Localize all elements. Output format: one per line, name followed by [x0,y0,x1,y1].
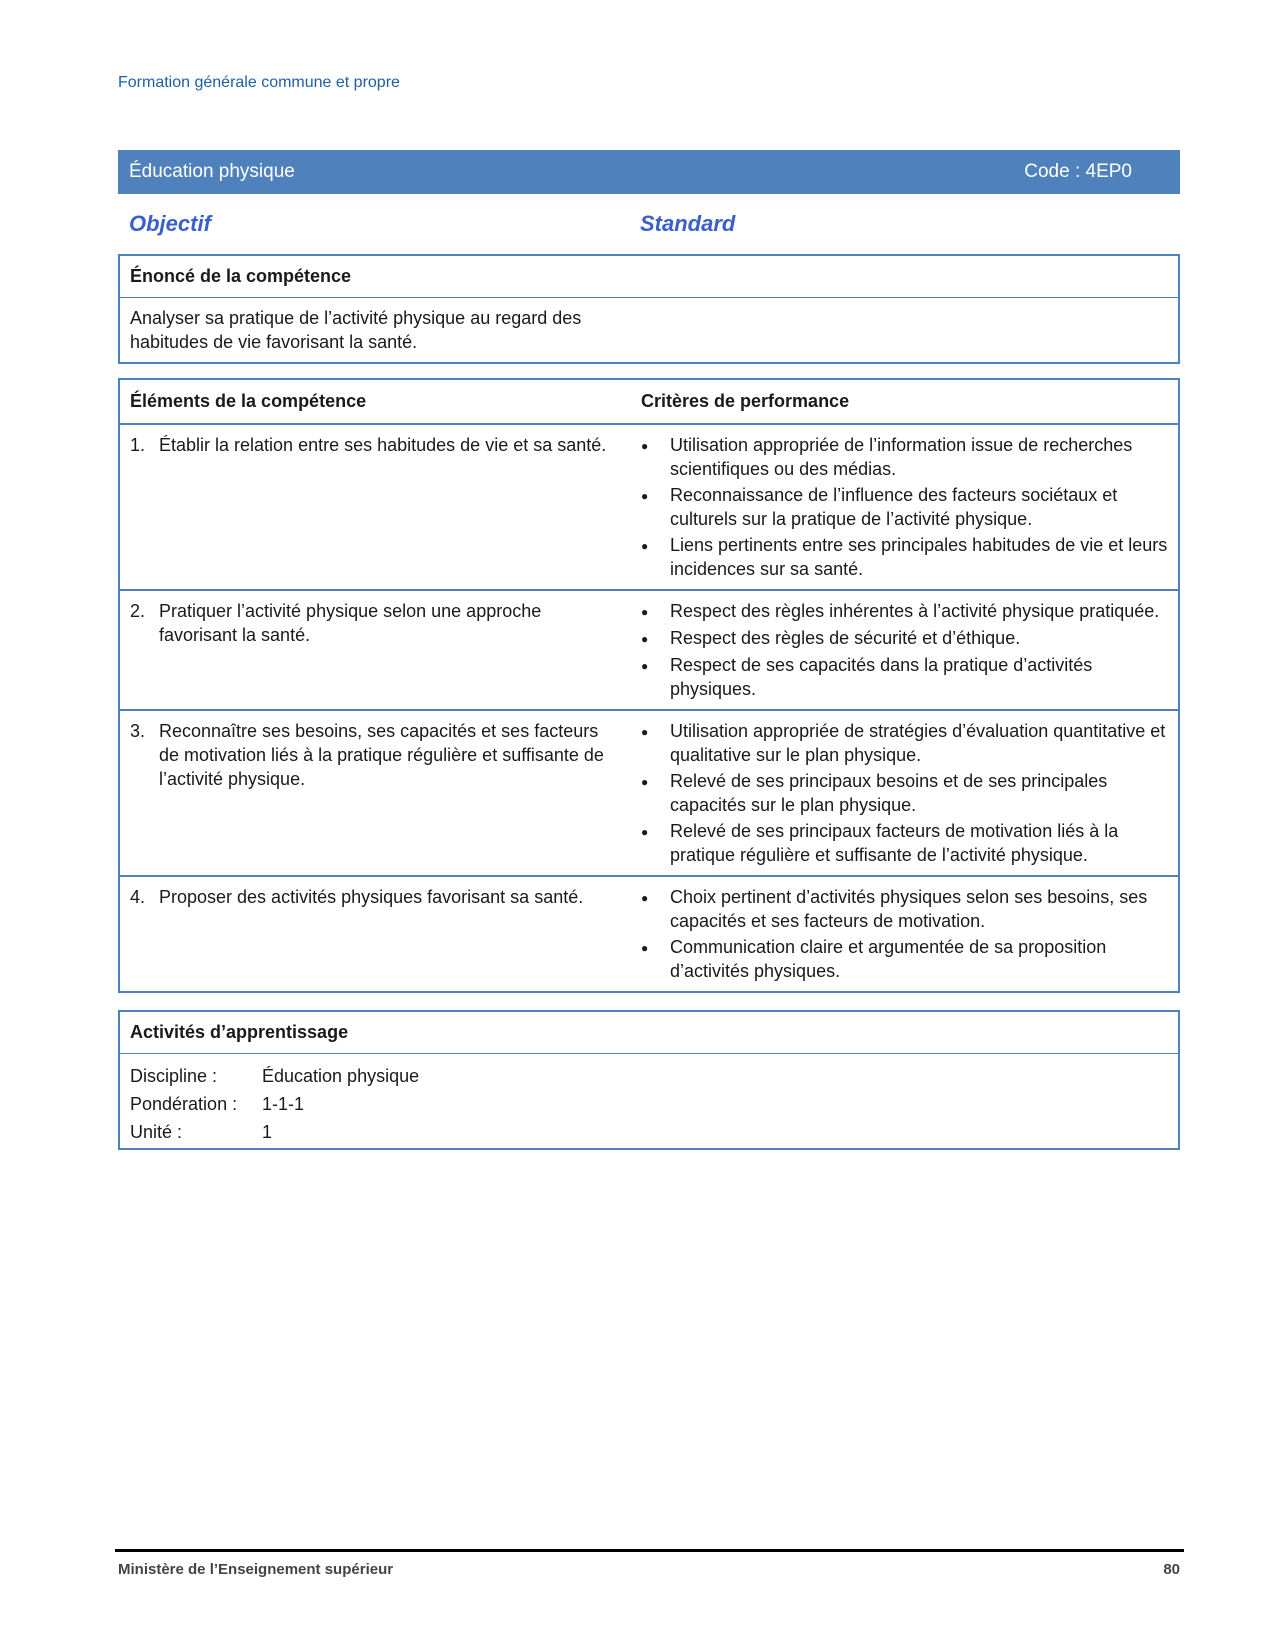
ponderation-value: 1-1-1 [262,1094,305,1114]
unite-value: 1 [262,1122,273,1142]
bullet-icon: ● [641,775,649,789]
criteria-text: Reconnaissance de l’influence des facteurs sociétaux et culturels sur la pratique de l’activité physique. [670,485,1118,529]
enonce-box [118,254,1180,364]
element-number: 3. [130,721,146,741]
criteria-item [641,599,1168,624]
bullet-icon: ● [641,659,649,673]
element-row [120,875,1178,991]
bullet-icon: ● [641,439,649,453]
element-number: 1. [130,435,146,455]
footer-rule [115,1549,1184,1552]
criteria-list [641,885,1168,985]
elements-table [118,378,1180,993]
element-cell [130,433,641,583]
element-text: Proposer des activités physiques favorisant sa santé. [159,887,584,907]
criteria-text: Respect de ses capacités dans la pratique d’activités physiques. [670,655,1093,699]
element-row [120,424,1178,589]
element-text: Établir la relation entre ses habitudes de vie et sa santé. [159,435,607,455]
objectif-heading: Objectif [129,211,211,236]
criteria-item [641,719,1168,767]
criteria-text: Respect des règles inhérentes à l’activité physique pratiquée. [670,601,1160,621]
elements-table-header [120,380,1178,424]
bullet-icon: ● [641,539,649,553]
unite-label: Unité : [130,1122,183,1142]
elements-rows [120,424,1178,991]
criteria-list [641,719,1168,869]
criteria-item [641,433,1168,481]
page-number: 80 [1163,1561,1180,1578]
criteria-text: Utilisation appropriée de l’information issue de recherches scientifiques ou des médias. [670,435,1133,479]
discipline-line [130,1062,1168,1090]
criteria-text: Relevé de ses principaux besoins et de ses principales capacités sur le plan physique. [670,771,1108,815]
bullet-icon: ● [641,605,649,619]
activities-box [118,1010,1180,1150]
element-cell [130,599,641,703]
course-title-bar [118,150,1180,194]
top-note: Formation générale commune et propre [118,74,400,91]
ponderation-label: Pondération : [130,1094,238,1114]
ponderation-line [130,1090,1168,1118]
element-cell [130,885,641,985]
criteria-item [641,533,1168,581]
element-row [120,589,1178,709]
criteria-heading: Critères de performance [641,391,850,411]
bullet-icon: ● [641,941,649,955]
criteria-item [641,819,1168,867]
bullet-icon: ● [641,891,649,905]
criteria-text: Respect des règles de sécurité et d’éthique. [670,628,1021,648]
criteria-item [641,885,1168,933]
standard-heading: Standard [640,211,736,236]
footer-ministry: Ministère de l’Enseignement supérieur [118,1561,394,1578]
criteria-list [641,433,1168,583]
criteria-item [641,653,1168,701]
activities-heading: Activités d’apprentissage [120,1012,1178,1054]
criteria-item [641,626,1168,651]
enonce-text: Analyser sa pratique de l’activité physique au regard des habitudes de vie favorisant la santé. [130,308,582,352]
course-code: Code : 4EP0 [1024,161,1132,182]
course-title: Éducation physique [129,161,295,182]
bullet-icon: ● [641,725,649,739]
criteria-text: Utilisation appropriée de stratégies d’évaluation quantitative et qualitative sur le plan physique. [670,721,1166,765]
criteria-item [641,483,1168,531]
enonce-heading: Énoncé de la compétence [120,256,1178,298]
discipline-value: Éducation physique [262,1066,420,1086]
activities-body [120,1054,1178,1154]
criteria-text: Communication claire et argumentée de sa proposition d’activités physiques. [670,937,1107,981]
discipline-label: Discipline : [130,1066,218,1086]
page-footer [118,1561,1180,1578]
element-row [120,709,1178,875]
criteria-item [641,769,1168,817]
element-cell [130,719,641,869]
bullet-icon: ● [641,632,649,646]
criteria-text: Liens pertinents entre ses principales habitudes de vie et leurs incidences sur sa santé. [670,535,1168,579]
element-number: 2. [130,601,146,621]
criteria-item [641,935,1168,983]
criteria-list [641,599,1168,703]
element-number: 4. [130,887,146,907]
unite-line [130,1118,1168,1146]
element-text: Pratiquer l’activité physique selon une approche favorisant la santé. [159,601,542,645]
bullet-icon: ● [641,489,649,503]
elements-heading: Éléments de la compétence [130,391,367,411]
element-text: Reconnaître ses besoins, ses capacités et ses facteurs de motivation liés à la pratique régulière et suffisante de l’activité physique. [159,721,604,789]
bullet-icon: ● [641,825,649,839]
criteria-text: Choix pertinent d’activités physiques selon ses besoins, ses capacités et ses facteurs de motivation. [670,887,1148,931]
criteria-text: Relevé de ses principaux facteurs de motivation liés à la pratique régulière et suffisante de l’activité physique. [670,821,1119,865]
